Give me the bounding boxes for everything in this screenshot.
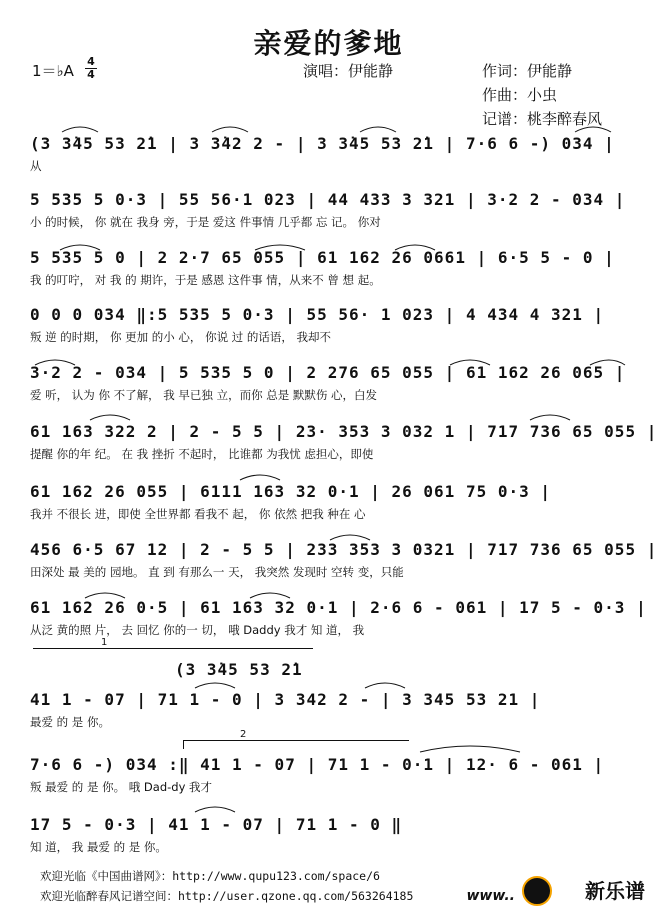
notation: 0 0 0 034 ‖:5 535 5 0·3 | 55 56· 1 023 | 4 434 4 321 | bbox=[30, 305, 605, 324]
footer-line-2: 欢迎光临醉春风记谱空间：http://user.qzone.qq.com/563264185 bbox=[40, 889, 414, 903]
lyrics: 最爱 的 是 你。 bbox=[30, 715, 110, 729]
time-signature bbox=[85, 56, 97, 81]
notation: 456 6·5 67 12 | 2 - 5 5 | 233 353 3 0321 | 717 736 65 055 | bbox=[30, 540, 657, 559]
lyrics: 小 的时候， 你 就在 我身 旁，于是 爱这 件事情 几乎都 忘 记。 你对 bbox=[30, 215, 381, 229]
notation: (3 3̇45 53 2̇1 bbox=[175, 660, 303, 679]
lyrics: 从 bbox=[30, 159, 42, 173]
transcriber-credit: 记谱：桃李醉春风 bbox=[482, 110, 603, 128]
notation: (3 3̇45 53 2̇1 | 3 3̇42 2 - | 3 3̇45 53 2̇1 | 7·6 6 -) 034 | bbox=[30, 134, 615, 153]
lyrics: 提醒 你的年 纪。 在 我 挫折 不起时， 比谁都 为我忧 虑担心，即使 bbox=[30, 447, 374, 461]
slur bbox=[195, 807, 235, 812]
lyrics: 我并 不很长 进，即使 全世界都 看我不 起， 你 依然 把我 种在 心 bbox=[30, 507, 366, 521]
time-signature-top: 4 bbox=[87, 55, 95, 68]
lyricist-credit: 作词：伊能静 bbox=[482, 62, 573, 80]
volta-2-bracket bbox=[183, 729, 409, 749]
time-signature-bottom: 4 bbox=[85, 68, 97, 81]
slur bbox=[90, 415, 130, 420]
lyrics: 爱 听， 认为 你 不了解， 我 早已独 立，而你 总是 默默伤 心，白发 bbox=[30, 388, 378, 402]
singer-credit: 演唱：伊能静 bbox=[303, 62, 394, 80]
notation: 7·6 6 -) 034 :‖ 41 1 - 07 | 71 1 - 0·1 | 12· 6 - 061 | bbox=[30, 755, 605, 774]
slur bbox=[240, 475, 280, 480]
notation: 61 162 26 055 | 6111 163 32 0·1 | 26 061 75 0·3 | bbox=[30, 482, 552, 501]
lyrics: 我 的叮咛， 对 我 的 期许，于是 感恩 这件事 情，从来不 曾 想 起。 bbox=[30, 273, 381, 287]
slur bbox=[530, 415, 570, 420]
volta-2-number: 2 bbox=[240, 729, 247, 740]
vinyl-record-icon bbox=[522, 876, 552, 906]
slur bbox=[365, 683, 405, 688]
slur bbox=[62, 127, 98, 132]
watermark-brand: 新乐谱 bbox=[585, 879, 645, 903]
slur bbox=[212, 127, 248, 132]
slur bbox=[420, 746, 520, 752]
composer-credit: 作曲：小虫 bbox=[482, 86, 558, 104]
watermark-www: www.. bbox=[466, 888, 515, 904]
slur bbox=[360, 127, 396, 132]
lyrics: 叛 逆 的时期， 你 更加 的小 心， 你说 过 的话语， 我却不 bbox=[30, 330, 332, 344]
volta-1-number: 1 bbox=[101, 637, 108, 648]
notation: 17 5 - 0·3 | 41 1 - 07 | 71 1 - 0 ‖ bbox=[30, 815, 403, 834]
lyrics: 知 道， 我 最爱 的 是 你。 bbox=[30, 840, 167, 854]
notation: 5 535 5 0 | 2 2·7 65 055 | 61 162 26 0661 | 6·5 5 - 0 | bbox=[30, 248, 615, 267]
notation: 3·2 2 - 034 | 5 535 5 0 | 2 276 65 055 | 61 162 26 065 | bbox=[30, 363, 626, 382]
key-signature: 1＝♭A bbox=[32, 62, 74, 80]
lyrics: 从泛 黄的照 片， 去 回忆 你的一 切， 哦 Daddy 我才 知 道， 我 bbox=[30, 623, 365, 637]
notation: 61 163 322 2 | 2 - 5 5 | 23· 353 3 032 1 | 717 736 65 055 | bbox=[30, 422, 657, 441]
notation: 41 1 - 07 | 71 1 - 0 | 3 342 2 - | 3 345 53 21 | bbox=[30, 690, 541, 709]
lyrics: 叛 最爱 的 是 你。 哦 Dad-dy 我才 bbox=[30, 780, 213, 794]
footer-line-1: 欢迎光临《中国曲谱网》：http://www.qupu123.com/space/6 bbox=[40, 869, 380, 883]
volta-1-bracket bbox=[33, 637, 313, 657]
slur bbox=[195, 683, 235, 688]
notation: 61 162 26 0·5 | 61 163 32 0·1 | 2·6 6 - 061 | 17 5 - 0·3 | bbox=[30, 598, 647, 617]
notation: 5 535 5 0·3 | 55 56·1 023 | 44 433 3 321 | 3·2 2 - 034 | bbox=[30, 190, 626, 209]
song-title: 亲爱的爹地 bbox=[253, 27, 404, 60]
lyrics: 田深处 最 美的 园地。 直 到 有那么一 天， 我突然 发现时 空转 变，只能 bbox=[30, 565, 404, 579]
